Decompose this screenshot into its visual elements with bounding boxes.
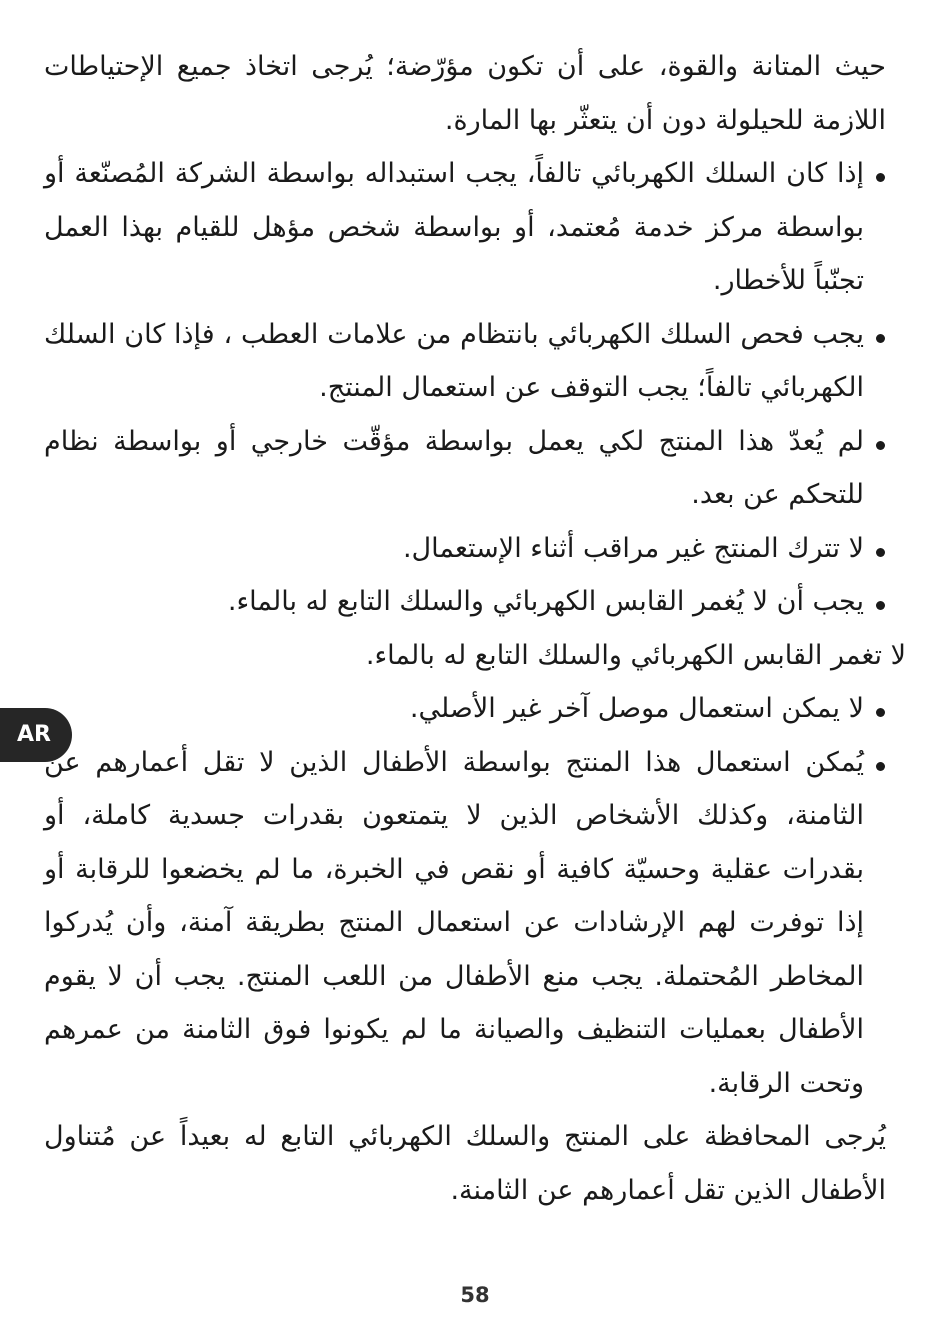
closing-paragraph: يُرجى المحافظة على المنتج والسلك الكهربائي التابع له بعيداً عن مُتناول الأطفال الذين تقل أعمارهم عن الثامنة. [44, 1121, 886, 1206]
bullet-item-no-timer: لم يُعدّ هذا المنتج لكي يعمل بواسطة مؤقّت خارجي أو بواسطة نظام للتحكم عن بعد. [44, 415, 886, 522]
bullet-item-no-immerse: يجب أن لا يُغمر القابس الكهربائي والسلك التابع له بالماء. [44, 575, 886, 629]
bullet-item-inspect-cord: يجب فحص السلك الكهربائي بانتظام من علامات العطب ، فإذا كان السلك الكهربائي تالفاً؛ يجب التوقف عن استعمال المنتج. [44, 308, 886, 415]
page-number: 58 [460, 1283, 490, 1307]
document-body [44, 40, 906, 1217]
language-tab: AR [0, 708, 72, 762]
bullet-item-children-use: يُمكن استعمال هذا المنتج بواسطة الأطفال الذين لا تقل أعمارهم عن الثامنة، وكذلك الأشخاص الذين لا يتمتعون بقدرات جسدية كاملة، أو بقدرات عقلية وحسيّة كافية أو نقص في الخبرة، ما لم يخضعوا للرقابة أو إذا توفرت لهم الإرشادات عن استعمال المنتج بطريقة آمنة، وأن يُدركوا المخاطر المُحتملة. يجب منع الأطفال من اللعب المنتج. يجب أن لا يقوم الأطفال بعمليات التنظيف والصيانة ما لم يكونوا فوق الثامنة من عمرهم وتحت الرقابة. [44, 736, 886, 1111]
bullet-item-unattended: لا تترك المنتج غير مراقب أثناء الإستعمال. [44, 522, 886, 576]
bullet-item-damaged-cord: إذا كان السلك الكهربائي تالفاً، يجب استبداله بواسطة الشركة المُصنّعة أو بواسطة مركز خدمة مُعتمد، أو بواسطة شخص مؤهل للقيام بهذا العمل تجنّباً للأخطار. [44, 147, 886, 308]
plain-line-no-immerse: لا تغمر القابس الكهربائي والسلك التابع له بالماء. [365, 639, 906, 671]
intro-paragraph: حيث المتانة والقوة، على أن تكون مؤرّضة؛ يُرجى اتخاذ جميع الإحتياطات اللازمة للحيلولة دون أن يتعثّر بها المارة. [44, 51, 886, 136]
bullet-item-original-connector: لا يمكن استعمال موصل آخر غير الأصلي. [44, 682, 886, 736]
